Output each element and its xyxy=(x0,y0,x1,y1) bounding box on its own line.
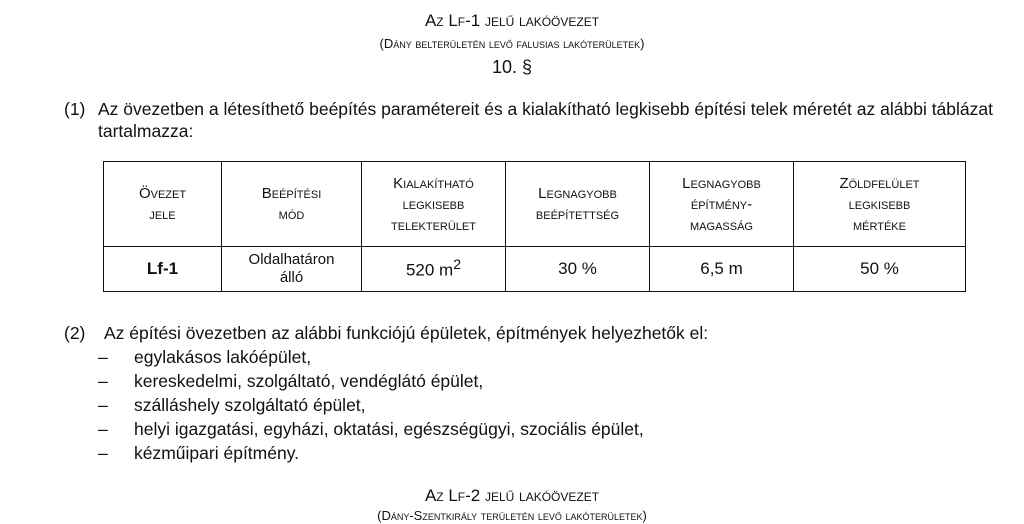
building-list xyxy=(98,345,644,465)
header-zone: Övezet jele xyxy=(104,162,222,247)
cell-zone: Lf-1 xyxy=(104,247,222,292)
list-item: – helyi igazgatási, egyházi, oktatási, egészségügyi, szociális épület, xyxy=(98,419,644,439)
header-green-area: Zöldfelület legkisebb mértéke xyxy=(794,162,966,247)
paragraph-1-text: Az övezetben a létesíthető beépítés paramétereit és a kialakítható legkisebb építési telek méretét az alábbi táblázat tartalmazza: xyxy=(98,99,993,141)
list-item: – egylakásos lakóépület, xyxy=(98,347,312,367)
list-item: – kézműipari építmény. xyxy=(98,443,300,463)
paragraph-number: 10. § xyxy=(491,57,533,77)
list-item: – szálláshely szolgáltató épület, xyxy=(98,395,366,415)
paragraph-2-number: (2) xyxy=(64,323,86,343)
section-subtitle-lf1: (Dány belterületén levő falusias lakóterületek) xyxy=(379,36,645,51)
cell-green: 50 % xyxy=(794,247,966,292)
table-header-row xyxy=(104,162,966,247)
paragraph-2 xyxy=(64,322,994,344)
cell-area: 520 $m^2$ xyxy=(362,247,506,292)
header-min-area: Kialakítható legkisebb telekterület xyxy=(362,162,506,247)
cell-mode: Oldalhatáron álló xyxy=(222,247,362,292)
header-max-height: Legnagyobb építmény- magasság xyxy=(650,162,794,247)
header-mode: Beépítési mód xyxy=(222,162,362,247)
paragraph-1 xyxy=(64,98,994,142)
section-title-lf1: Az Lf-1 jelű lakóövezet xyxy=(424,11,600,30)
paragraph-2-text: Az építési övezetben az alábbi funkciójú épületek, építmények helyezhetők el: xyxy=(104,323,709,343)
list-item: – kereskedelmi, szolgáltató, vendéglátó épület, xyxy=(98,371,484,391)
section-title-lf2: Az Lf-2 jelű lakóövezet xyxy=(424,486,600,505)
table-row xyxy=(104,247,966,292)
paragraph-1-number: (1) xyxy=(64,99,86,119)
section-subtitle-lf2: (Dány-Szentkirály területén levő lakóterületek) xyxy=(377,508,647,523)
cell-coverage: 30 % xyxy=(506,247,650,292)
header-max-coverage: Legnagyobb beépítettség xyxy=(506,162,650,247)
cell-height: 6,5 m xyxy=(650,247,794,292)
parameters-table xyxy=(103,161,966,292)
